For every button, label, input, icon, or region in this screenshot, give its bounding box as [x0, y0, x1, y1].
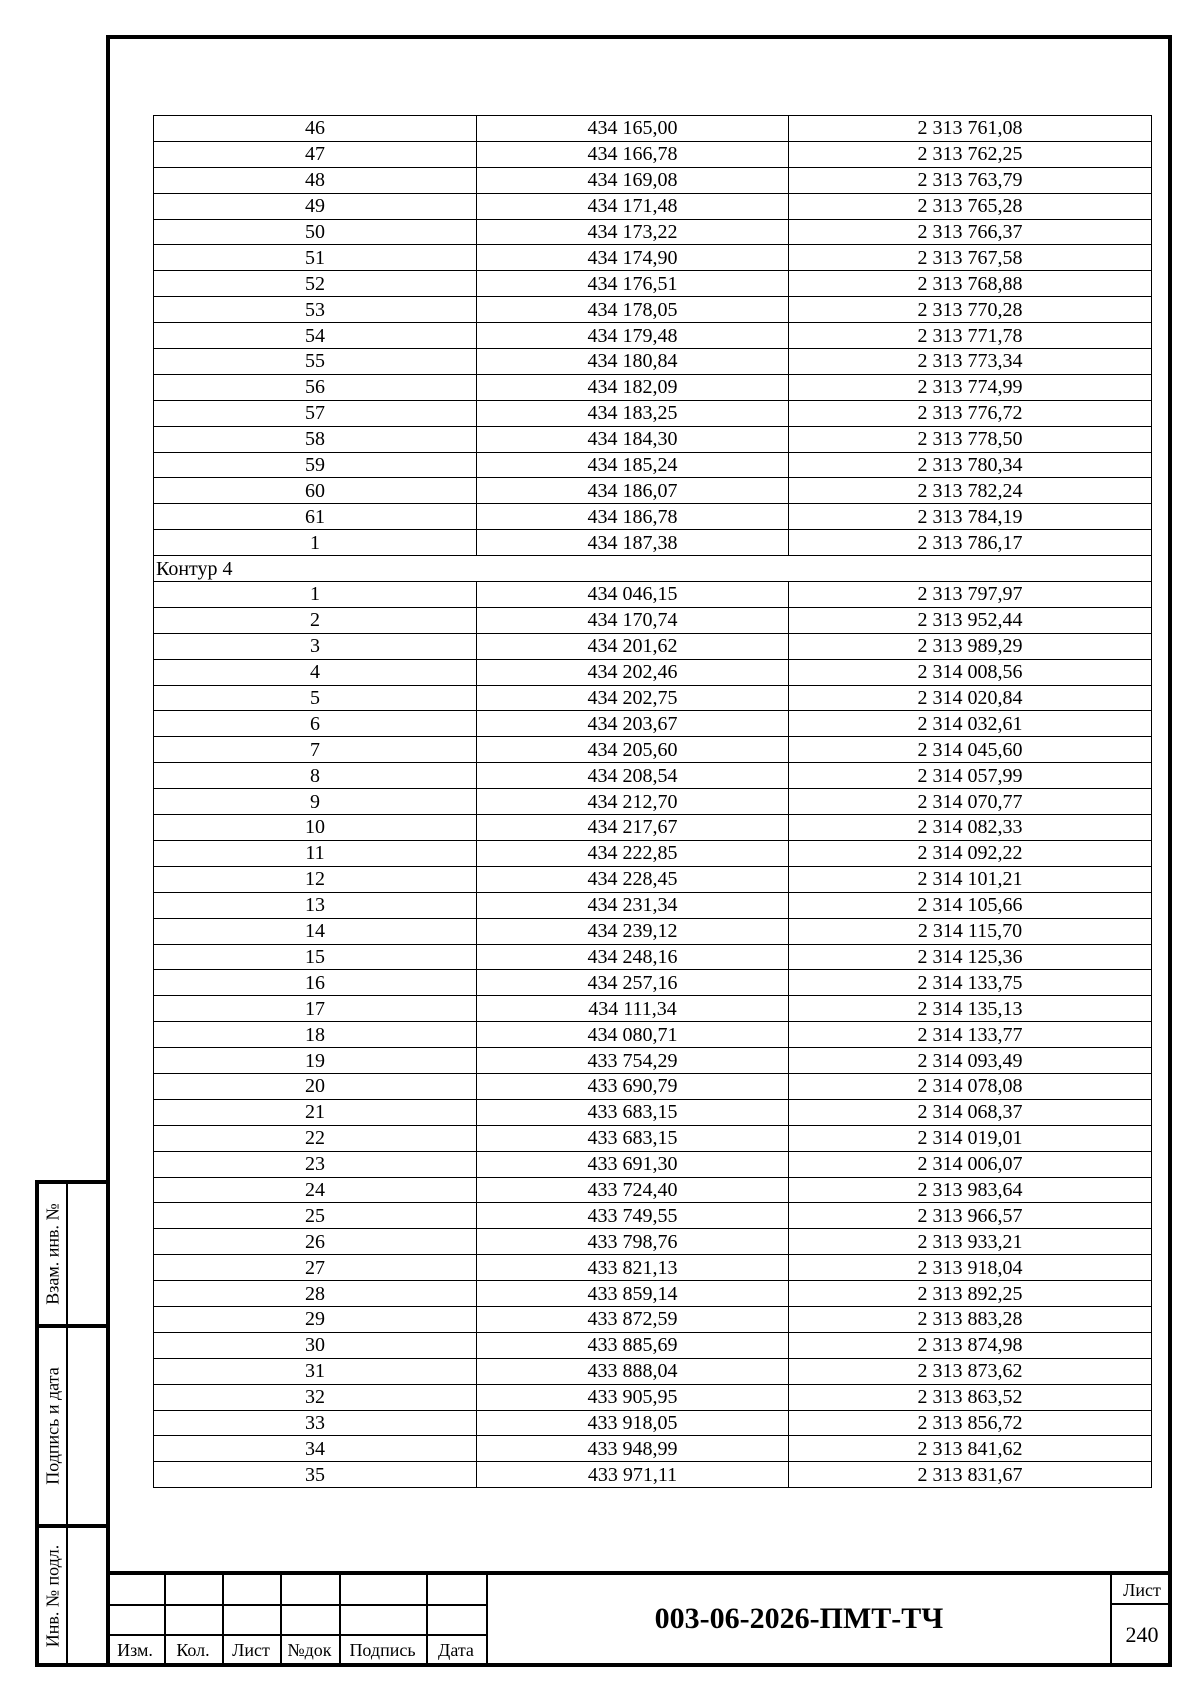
section-row [154, 556, 1152, 582]
header-podpis: Подпись [349, 1640, 416, 1660]
point-number-cell: 11 [154, 840, 477, 866]
x-coordinate-cell: 433 872,59 [477, 1306, 789, 1332]
point-number-cell: 1 [154, 582, 477, 608]
y-coordinate-cell: 2 314 115,70 [789, 918, 1152, 944]
y-coordinate-cell: 2 313 765,28 [789, 193, 1152, 219]
section-title: Контур 4 [154, 556, 1152, 582]
point-number-cell: 10 [154, 815, 477, 841]
y-coordinate-cell: 2 313 767,58 [789, 245, 1152, 271]
point-number-cell: 27 [154, 1255, 477, 1281]
point-number-cell: 24 [154, 1177, 477, 1203]
table-row [154, 659, 1152, 685]
sheet-number: 240 [1125, 1622, 1159, 1647]
x-coordinate-cell: 434 185,24 [477, 452, 789, 478]
x-coordinate-cell: 433 905,95 [477, 1384, 789, 1410]
y-coordinate-cell: 2 313 762,25 [789, 141, 1152, 167]
table-row [154, 1229, 1152, 1255]
x-coordinate-cell: 433 683,15 [477, 1099, 789, 1125]
table-row [154, 607, 1152, 633]
table-row [154, 1022, 1152, 1048]
point-number-cell: 18 [154, 1022, 477, 1048]
table-row [154, 478, 1152, 504]
y-coordinate-cell: 2 314 070,77 [789, 789, 1152, 815]
point-number-cell: 21 [154, 1099, 477, 1125]
x-coordinate-cell: 434 228,45 [477, 866, 789, 892]
y-coordinate-cell: 2 314 057,99 [789, 763, 1152, 789]
x-coordinate-cell: 434 176,51 [477, 271, 789, 297]
point-number-cell: 12 [154, 866, 477, 892]
y-coordinate-cell: 2 314 135,13 [789, 996, 1152, 1022]
table-row [154, 996, 1152, 1022]
x-coordinate-cell: 434 257,16 [477, 970, 789, 996]
x-coordinate-cell: 434 239,12 [477, 918, 789, 944]
point-number-cell: 9 [154, 789, 477, 815]
point-number-cell: 1 [154, 530, 477, 556]
x-coordinate-cell: 434 201,62 [477, 633, 789, 659]
point-number-cell: 61 [154, 504, 477, 530]
point-number-cell: 55 [154, 349, 477, 375]
x-coordinate-cell: 434 111,34 [477, 996, 789, 1022]
y-coordinate-cell: 2 313 892,25 [789, 1281, 1152, 1307]
point-number-cell: 32 [154, 1384, 477, 1410]
table-row [154, 297, 1152, 323]
table-row [154, 1048, 1152, 1074]
point-number-cell: 31 [154, 1358, 477, 1384]
point-number-cell: 25 [154, 1203, 477, 1229]
y-coordinate-cell: 2 314 078,08 [789, 1073, 1152, 1099]
point-number-cell: 47 [154, 141, 477, 167]
sheet-label: Лист [1112, 1575, 1172, 1605]
x-coordinate-cell: 433 754,29 [477, 1048, 789, 1074]
y-coordinate-cell: 2 313 771,78 [789, 323, 1152, 349]
table-row [154, 1151, 1152, 1177]
table-row [154, 866, 1152, 892]
table-row [154, 1125, 1152, 1151]
x-coordinate-cell: 434 205,60 [477, 737, 789, 763]
point-number-cell: 15 [154, 944, 477, 970]
x-coordinate-cell: 433 971,11 [477, 1462, 789, 1488]
x-coordinate-cell: 434 169,08 [477, 167, 789, 193]
table-row [154, 452, 1152, 478]
x-coordinate-cell: 433 888,04 [477, 1358, 789, 1384]
table-row [154, 1332, 1152, 1358]
y-coordinate-cell: 2 313 831,67 [789, 1462, 1152, 1488]
x-coordinate-cell: 434 203,67 [477, 711, 789, 737]
point-number-cell: 6 [154, 711, 477, 737]
y-coordinate-cell: 2 314 133,75 [789, 970, 1152, 996]
header-izm: Изм. [117, 1640, 153, 1660]
x-coordinate-cell: 434 180,84 [477, 349, 789, 375]
x-coordinate-cell: 434 248,16 [477, 944, 789, 970]
x-coordinate-cell: 433 948,99 [477, 1436, 789, 1462]
table-row [154, 892, 1152, 918]
x-coordinate-cell: 434 170,74 [477, 607, 789, 633]
x-coordinate-cell: 434 184,30 [477, 426, 789, 452]
x-coordinate-cell: 433 918,05 [477, 1410, 789, 1436]
table-row [154, 349, 1152, 375]
point-number-cell: 19 [154, 1048, 477, 1074]
y-coordinate-cell: 2 313 786,17 [789, 530, 1152, 556]
table-row [154, 1462, 1152, 1488]
x-coordinate-cell: 434 182,09 [477, 374, 789, 400]
table-row [154, 711, 1152, 737]
point-number-cell: 2 [154, 607, 477, 633]
table-row [154, 141, 1152, 167]
table-row [154, 1358, 1152, 1384]
x-coordinate-cell: 434 231,34 [477, 892, 789, 918]
point-number-cell: 14 [154, 918, 477, 944]
y-coordinate-cell: 2 313 841,62 [789, 1436, 1152, 1462]
table-row [154, 763, 1152, 789]
x-coordinate-cell: 433 683,15 [477, 1125, 789, 1151]
header-list: Лист [232, 1640, 270, 1660]
table-row [154, 1306, 1152, 1332]
point-number-cell: 56 [154, 374, 477, 400]
x-coordinate-cell: 434 165,00 [477, 116, 789, 142]
table-row [154, 400, 1152, 426]
x-coordinate-cell: 434 217,67 [477, 815, 789, 841]
x-coordinate-cell: 433 690,79 [477, 1073, 789, 1099]
table-row [154, 116, 1152, 142]
table-row [154, 219, 1152, 245]
header-data: Дата [438, 1640, 474, 1660]
y-coordinate-cell: 2 314 045,60 [789, 737, 1152, 763]
point-number-cell: 26 [154, 1229, 477, 1255]
y-coordinate-cell: 2 313 761,08 [789, 116, 1152, 142]
point-number-cell: 22 [154, 1125, 477, 1151]
table-row [154, 582, 1152, 608]
point-number-cell: 52 [154, 271, 477, 297]
table-row [154, 271, 1152, 297]
x-coordinate-cell: 433 691,30 [477, 1151, 789, 1177]
x-coordinate-cell: 434 183,25 [477, 400, 789, 426]
point-number-cell: 8 [154, 763, 477, 789]
point-number-cell: 4 [154, 659, 477, 685]
table-row [154, 1384, 1152, 1410]
point-number-cell: 16 [154, 970, 477, 996]
title-block-headers [106, 1636, 486, 1665]
y-coordinate-cell: 2 314 093,49 [789, 1048, 1152, 1074]
y-coordinate-cell: 2 314 032,61 [789, 711, 1152, 737]
x-coordinate-cell: 434 166,78 [477, 141, 789, 167]
header-kol: Кол. [176, 1640, 210, 1660]
table-row [154, 426, 1152, 452]
x-coordinate-cell: 433 821,13 [477, 1255, 789, 1281]
point-number-cell: 59 [154, 452, 477, 478]
table-row [154, 1073, 1152, 1099]
point-number-cell: 30 [154, 1332, 477, 1358]
y-coordinate-cell: 2 313 983,64 [789, 1177, 1152, 1203]
side-stamp-podpis [35, 1324, 106, 1528]
point-number-cell: 17 [154, 996, 477, 1022]
y-coordinate-cell: 2 313 766,37 [789, 219, 1152, 245]
y-coordinate-cell: 2 313 780,34 [789, 452, 1152, 478]
x-coordinate-cell: 433 749,55 [477, 1203, 789, 1229]
y-coordinate-cell: 2 314 019,01 [789, 1125, 1152, 1151]
y-coordinate-cell: 2 314 020,84 [789, 685, 1152, 711]
side-stamp-vzam [35, 1180, 106, 1328]
table-row [154, 323, 1152, 349]
x-coordinate-cell: 433 724,40 [477, 1177, 789, 1203]
x-coordinate-cell: 434 208,54 [477, 763, 789, 789]
side-stamp-inv [35, 1524, 106, 1667]
header-ndok: №док [287, 1640, 332, 1660]
y-coordinate-cell: 2 313 774,99 [789, 374, 1152, 400]
y-coordinate-cell: 2 314 082,33 [789, 815, 1152, 841]
y-coordinate-cell: 2 313 773,34 [789, 349, 1152, 375]
table-row [154, 1281, 1152, 1307]
x-coordinate-cell: 434 186,78 [477, 504, 789, 530]
point-number-cell: 29 [154, 1306, 477, 1332]
y-coordinate-cell: 2 313 782,24 [789, 478, 1152, 504]
y-coordinate-cell: 2 313 784,19 [789, 504, 1152, 530]
y-coordinate-cell: 2 314 105,66 [789, 892, 1152, 918]
x-coordinate-cell: 434 202,75 [477, 685, 789, 711]
point-number-cell: 57 [154, 400, 477, 426]
x-coordinate-cell: 434 178,05 [477, 297, 789, 323]
point-number-cell: 13 [154, 892, 477, 918]
x-coordinate-cell: 434 046,15 [477, 582, 789, 608]
title-block-line [106, 1604, 486, 1606]
point-number-cell: 53 [154, 297, 477, 323]
point-number-cell: 3 [154, 633, 477, 659]
x-coordinate-cell: 434 174,90 [477, 245, 789, 271]
side-stamp-podpis-label: Подпись и дата [42, 1367, 62, 1485]
point-number-cell: 20 [154, 1073, 477, 1099]
y-coordinate-cell: 2 313 856,72 [789, 1410, 1152, 1436]
table-row [154, 685, 1152, 711]
y-coordinate-cell: 2 313 966,57 [789, 1203, 1152, 1229]
x-coordinate-cell: 434 171,48 [477, 193, 789, 219]
table-row [154, 245, 1152, 271]
y-coordinate-cell: 2 314 101,21 [789, 866, 1152, 892]
x-coordinate-cell: 434 186,07 [477, 478, 789, 504]
point-number-cell: 34 [154, 1436, 477, 1462]
point-number-cell: 48 [154, 167, 477, 193]
table-row [154, 374, 1152, 400]
y-coordinate-cell: 2 314 133,77 [789, 1022, 1152, 1048]
point-number-cell: 46 [154, 116, 477, 142]
y-coordinate-cell: 2 313 776,72 [789, 400, 1152, 426]
table-row [154, 944, 1152, 970]
table-row [154, 815, 1152, 841]
y-coordinate-cell: 2 314 092,22 [789, 840, 1152, 866]
coordinates-table [153, 115, 1152, 1488]
y-coordinate-cell: 2 313 797,97 [789, 582, 1152, 608]
point-number-cell: 58 [154, 426, 477, 452]
y-coordinate-cell: 2 313 952,44 [789, 607, 1152, 633]
y-coordinate-cell: 2 313 873,62 [789, 1358, 1152, 1384]
y-coordinate-cell: 2 314 006,07 [789, 1151, 1152, 1177]
y-coordinate-cell: 2 313 933,21 [789, 1229, 1152, 1255]
table-row [154, 167, 1152, 193]
x-coordinate-cell: 434 222,85 [477, 840, 789, 866]
point-number-cell: 28 [154, 1281, 477, 1307]
point-number-cell: 23 [154, 1151, 477, 1177]
y-coordinate-cell: 2 313 883,28 [789, 1306, 1152, 1332]
y-coordinate-cell: 2 314 008,56 [789, 659, 1152, 685]
table-row [154, 970, 1152, 996]
point-number-cell: 50 [154, 219, 477, 245]
y-coordinate-cell: 2 313 778,50 [789, 426, 1152, 452]
point-number-cell: 54 [154, 323, 477, 349]
point-number-cell: 51 [154, 245, 477, 271]
x-coordinate-cell: 433 798,76 [477, 1229, 789, 1255]
side-stamp-inv-label: Инв. № подл. [42, 1544, 62, 1647]
y-coordinate-cell: 2 313 918,04 [789, 1255, 1152, 1281]
table-row [154, 737, 1152, 763]
point-number-cell: 49 [154, 193, 477, 219]
table-row [154, 1203, 1152, 1229]
table-row [154, 840, 1152, 866]
table-row [154, 1436, 1152, 1462]
x-coordinate-cell: 434 173,22 [477, 219, 789, 245]
y-coordinate-cell: 2 314 068,37 [789, 1099, 1152, 1125]
point-number-cell: 5 [154, 685, 477, 711]
y-coordinate-cell: 2 313 874,98 [789, 1332, 1152, 1358]
x-coordinate-cell: 434 080,71 [477, 1022, 789, 1048]
table-row [154, 193, 1152, 219]
y-coordinate-cell: 2 313 768,88 [789, 271, 1152, 297]
table-row [154, 1177, 1152, 1203]
table-row [154, 1255, 1152, 1281]
x-coordinate-cell: 434 202,46 [477, 659, 789, 685]
x-coordinate-cell: 433 859,14 [477, 1281, 789, 1307]
y-coordinate-cell: 2 313 989,29 [789, 633, 1152, 659]
point-number-cell: 60 [154, 478, 477, 504]
point-number-cell: 35 [154, 1462, 477, 1488]
y-coordinate-cell: 2 313 770,28 [789, 297, 1152, 323]
table-row [154, 1410, 1152, 1436]
document-code: 003-06-2026-ПМТ-ТЧ [486, 1573, 1112, 1665]
table-row [154, 789, 1152, 815]
table-row [154, 633, 1152, 659]
x-coordinate-cell: 434 212,70 [477, 789, 789, 815]
x-coordinate-cell: 434 179,48 [477, 323, 789, 349]
table-row [154, 504, 1152, 530]
y-coordinate-cell: 2 314 125,36 [789, 944, 1152, 970]
table-row [154, 918, 1152, 944]
y-coordinate-cell: 2 313 863,52 [789, 1384, 1152, 1410]
side-stamp-vzam-label: Взам. инв. № [42, 1203, 62, 1305]
table-row [154, 1099, 1152, 1125]
x-coordinate-cell: 434 187,38 [477, 530, 789, 556]
y-coordinate-cell: 2 313 763,79 [789, 167, 1152, 193]
x-coordinate-cell: 433 885,69 [477, 1332, 789, 1358]
table-row [154, 530, 1152, 556]
point-number-cell: 33 [154, 1410, 477, 1436]
point-number-cell: 7 [154, 737, 477, 763]
